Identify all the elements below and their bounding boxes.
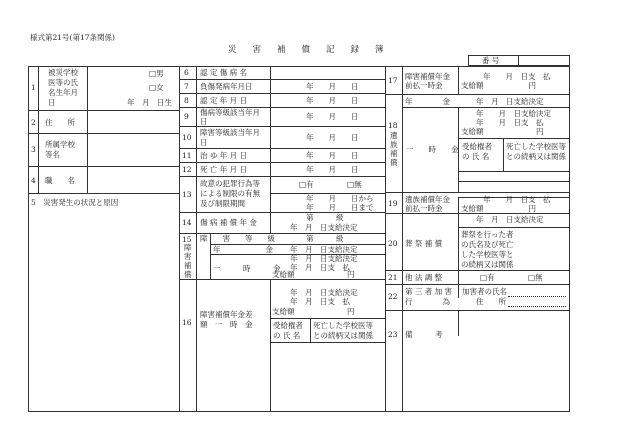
school-label-line2: 等名 bbox=[45, 150, 60, 159]
restriction-no-checkbox[interactable]: □無 bbox=[347, 180, 362, 189]
remarks-label: 備 考 bbox=[405, 330, 443, 339]
disability-lump-decision-field[interactable]: 年 月 日支給決定 bbox=[290, 254, 358, 263]
disability-grade-date-label-line1: 障害等級該当年月 bbox=[200, 128, 260, 137]
address-label: 住 所 bbox=[45, 118, 75, 127]
row-17-number: 17 bbox=[388, 76, 398, 85]
disability-grade-field[interactable]: 第 級 bbox=[306, 234, 344, 243]
recovery-date-field[interactable]: 年 月 日 bbox=[306, 151, 359, 160]
row-12-number: 12 bbox=[182, 165, 192, 174]
disability-advance-pay-field[interactable]: 年 月 日支 払 bbox=[483, 72, 551, 81]
row-7-number: 7 bbox=[184, 82, 189, 91]
restriction-label-line2: による制限の有無 bbox=[200, 189, 260, 198]
disability-comp-vlabel-3: 補 bbox=[184, 261, 192, 270]
number-label: 番 号 bbox=[482, 56, 500, 65]
disability-lump-amount-field[interactable]: 支給額 円 bbox=[272, 270, 355, 279]
other-law-yes-checkbox[interactable]: □有 bbox=[480, 273, 495, 282]
accident-cause-label: 災害発生の状況と原因 bbox=[43, 198, 119, 207]
survivor-lump-pay-field[interactable]: 年 月 日支 払 bbox=[476, 118, 544, 127]
row-15-number: 15 bbox=[182, 235, 192, 244]
survivor-lump-relation-line2: との続柄又は関係 bbox=[506, 152, 566, 161]
disability-diff-recipient-line1: 受給権者 bbox=[273, 321, 303, 330]
disability-pension-decision-field[interactable]: 年 月 日支給決定 bbox=[290, 245, 358, 254]
disability-diff-pay-field[interactable]: 年 月 日支 払 bbox=[290, 297, 350, 306]
injury-grade-date-field[interactable]: 年 月 日 bbox=[306, 112, 359, 121]
disability-advance-amount-field[interactable]: 支給額 円 bbox=[461, 81, 536, 90]
row-5-number: 5 bbox=[31, 198, 36, 207]
funeral-text-line4: の続柄又は関係 bbox=[461, 260, 514, 269]
third-party-label-line1: 第 三 者 加 害 bbox=[405, 287, 453, 296]
row-6-number: 6 bbox=[184, 68, 189, 77]
survivor-lump-recipient-line2: の 氏 名 bbox=[462, 152, 490, 161]
certification-date-label: 認 定 年 月 日 bbox=[200, 96, 248, 105]
injury-grade-date-label-line1: 傷病等級該当年月 bbox=[200, 108, 260, 117]
row-5-label bbox=[31, 198, 118, 207]
assailant-address-label: 住 所 bbox=[476, 297, 506, 306]
survivor-advance-label-line2: 前払一時金 bbox=[405, 204, 443, 213]
recovery-date-label: 治 ゆ 年 月 日 bbox=[200, 151, 248, 160]
other-law-no-checkbox[interactable]: □無 bbox=[528, 273, 543, 282]
funeral-text-line1: 葬祭を行った者 bbox=[461, 230, 514, 239]
disability-pension-label: 年 金 bbox=[213, 245, 273, 254]
other-law-label: 他 法 調 整 bbox=[405, 273, 443, 282]
restriction-to-field[interactable]: 年 月 日まで bbox=[306, 203, 374, 212]
assailant-name-line[interactable] bbox=[508, 296, 566, 297]
disability-diff-relation-line2: との続柄又は関係 bbox=[313, 331, 373, 340]
injury-pension-label: 傷 病 補 償 年 金 bbox=[200, 218, 257, 227]
form-id: 様式第21号(第17条関係) bbox=[30, 33, 115, 42]
survivor-pension-label: 年 金 bbox=[405, 97, 450, 106]
row-13-number: 13 bbox=[182, 190, 192, 199]
disability-diff-relation-line1: 死亡した学校医等 bbox=[313, 321, 373, 330]
row-8-number: 8 bbox=[184, 96, 189, 105]
victim-label-line1: 被災学校 bbox=[48, 68, 78, 77]
injury-pension-decision-field[interactable]: 年 月 日支給決定 bbox=[290, 223, 358, 232]
row-1-number: 1 bbox=[31, 83, 36, 92]
disability-advance-label-line2: 前払一時金 bbox=[405, 81, 443, 90]
disability-diff-amount-field[interactable]: 支給額 円 bbox=[272, 307, 355, 316]
disability-comp-vlabel-2: 害 bbox=[184, 252, 192, 261]
birth-date-field[interactable]: 年 月 日生 bbox=[127, 98, 172, 107]
survivor-lump-relation-line1: 死亡した学校医等 bbox=[506, 142, 566, 151]
survivor-lump-amount-field[interactable]: 支給額 円 bbox=[461, 127, 544, 136]
disability-grade-date-label-line2: 日 bbox=[200, 138, 208, 147]
funeral-text-line3: した学校医等と bbox=[461, 250, 514, 259]
row-14-number: 14 bbox=[182, 218, 192, 227]
male-checkbox[interactable]: □男 bbox=[149, 69, 164, 78]
restriction-label-line3: 及び制限期間 bbox=[200, 199, 245, 208]
victim-label-line2: 医等の氏 bbox=[48, 78, 78, 87]
disability-advance-label-line1: 障害補償年金 bbox=[405, 72, 450, 81]
disability-diff-recipient-line2: の 氏 名 bbox=[273, 331, 301, 340]
disability-grade-date-field[interactable]: 年 月 日 bbox=[306, 133, 359, 142]
restriction-from-field[interactable]: 年 月 日から bbox=[306, 194, 374, 203]
disability-lump-pay-field[interactable]: 年 月 日支 払 bbox=[290, 263, 350, 272]
third-party-label-line2: 行 為 bbox=[405, 297, 450, 306]
survivor-lump-decision-field[interactable]: 年 月 日支給決定 bbox=[476, 109, 551, 118]
injury-date-field[interactable]: 年 月 日 bbox=[306, 82, 359, 91]
survivor-comp-vlabel-3: 補 bbox=[390, 149, 398, 158]
survivor-lump-recipient-line1: 受給権者 bbox=[462, 142, 492, 151]
disability-grade-label: 障 害 等 級 bbox=[200, 234, 275, 243]
disability-diff-label-line1: 障害補償年金差 bbox=[200, 310, 253, 319]
certification-date-field[interactable]: 年 月 日 bbox=[306, 96, 359, 105]
row-20-number: 20 bbox=[388, 239, 398, 248]
victim-label-line4: 日 bbox=[48, 98, 56, 107]
restriction-yes-checkbox[interactable]: □有 bbox=[299, 180, 314, 189]
row-2-number: 2 bbox=[31, 118, 36, 127]
survivor-advance-amount-field[interactable]: 支給額 円 bbox=[461, 204, 536, 213]
assailant-name-label: 加害者の氏名 bbox=[462, 287, 507, 296]
survivor-pension-decision-field[interactable]: 年 月 日支給決定 bbox=[476, 97, 544, 106]
injury-name-label: 認 定 傷 病 名 bbox=[200, 68, 248, 77]
survivor-comp-vlabel-4: 償 bbox=[390, 158, 398, 167]
female-checkbox[interactable]: □女 bbox=[149, 83, 164, 92]
survivor-advance-label-line1: 遺族補償年金 bbox=[405, 195, 450, 204]
row-9-number: 9 bbox=[184, 112, 189, 121]
injury-pension-grade-field[interactable]: 第 級 bbox=[306, 213, 344, 222]
injury-grade-date-label-line2: 日 bbox=[200, 117, 208, 126]
survivor-comp-vlabel-1: 遺 bbox=[390, 131, 398, 140]
death-date-label: 死 亡 年 月 日 bbox=[200, 165, 248, 174]
row-3-number: 3 bbox=[31, 145, 36, 154]
row-11-number: 11 bbox=[182, 151, 192, 160]
funeral-comp-decision-field[interactable]: 年 月 日支給決定 bbox=[476, 215, 544, 224]
injury-date-label: 負傷発病年月日 bbox=[200, 82, 253, 91]
form-title: 災害補償記録簿 bbox=[228, 45, 400, 55]
victim-label-line3: 名生年月 bbox=[48, 88, 78, 97]
disability-comp-vlabel-1: 障 bbox=[184, 243, 192, 252]
row-22-number: 22 bbox=[388, 292, 398, 301]
disability-comp-vlabel-4: 償 bbox=[184, 270, 192, 279]
funeral-comp-label: 葬 祭 補 償 bbox=[405, 239, 443, 248]
row-4-number: 4 bbox=[31, 176, 36, 185]
row-21-number: 21 bbox=[388, 273, 398, 282]
row-18-number: 18 bbox=[388, 121, 398, 130]
death-date-field[interactable]: 年 月 日 bbox=[306, 165, 359, 174]
funeral-text-line2: の氏名及び死亡 bbox=[461, 240, 514, 249]
row-19-number: 19 bbox=[388, 199, 398, 208]
job-title-label: 職 名 bbox=[45, 176, 75, 185]
school-label-line1: 所属学校 bbox=[45, 140, 75, 149]
assailant-address-line[interactable] bbox=[508, 306, 566, 307]
survivor-comp-vlabel-2: 族 bbox=[390, 140, 398, 149]
row-10-number: 10 bbox=[182, 133, 192, 142]
survivor-lump-label: 一 時 金 bbox=[406, 145, 459, 154]
disability-lump-label: 一 時 金 bbox=[213, 264, 281, 273]
row-23-number: 23 bbox=[388, 330, 398, 339]
restriction-label-line1: 故意の犯罪行為等 bbox=[200, 179, 260, 188]
disability-diff-decision-field[interactable]: 年 月 日支給決定 bbox=[290, 288, 358, 297]
disability-diff-label-line2: 額 一 時 金 bbox=[200, 320, 253, 329]
row-16-number: 16 bbox=[182, 318, 192, 327]
survivor-advance-pay-field[interactable]: 年 月 日支 払 bbox=[483, 195, 551, 204]
